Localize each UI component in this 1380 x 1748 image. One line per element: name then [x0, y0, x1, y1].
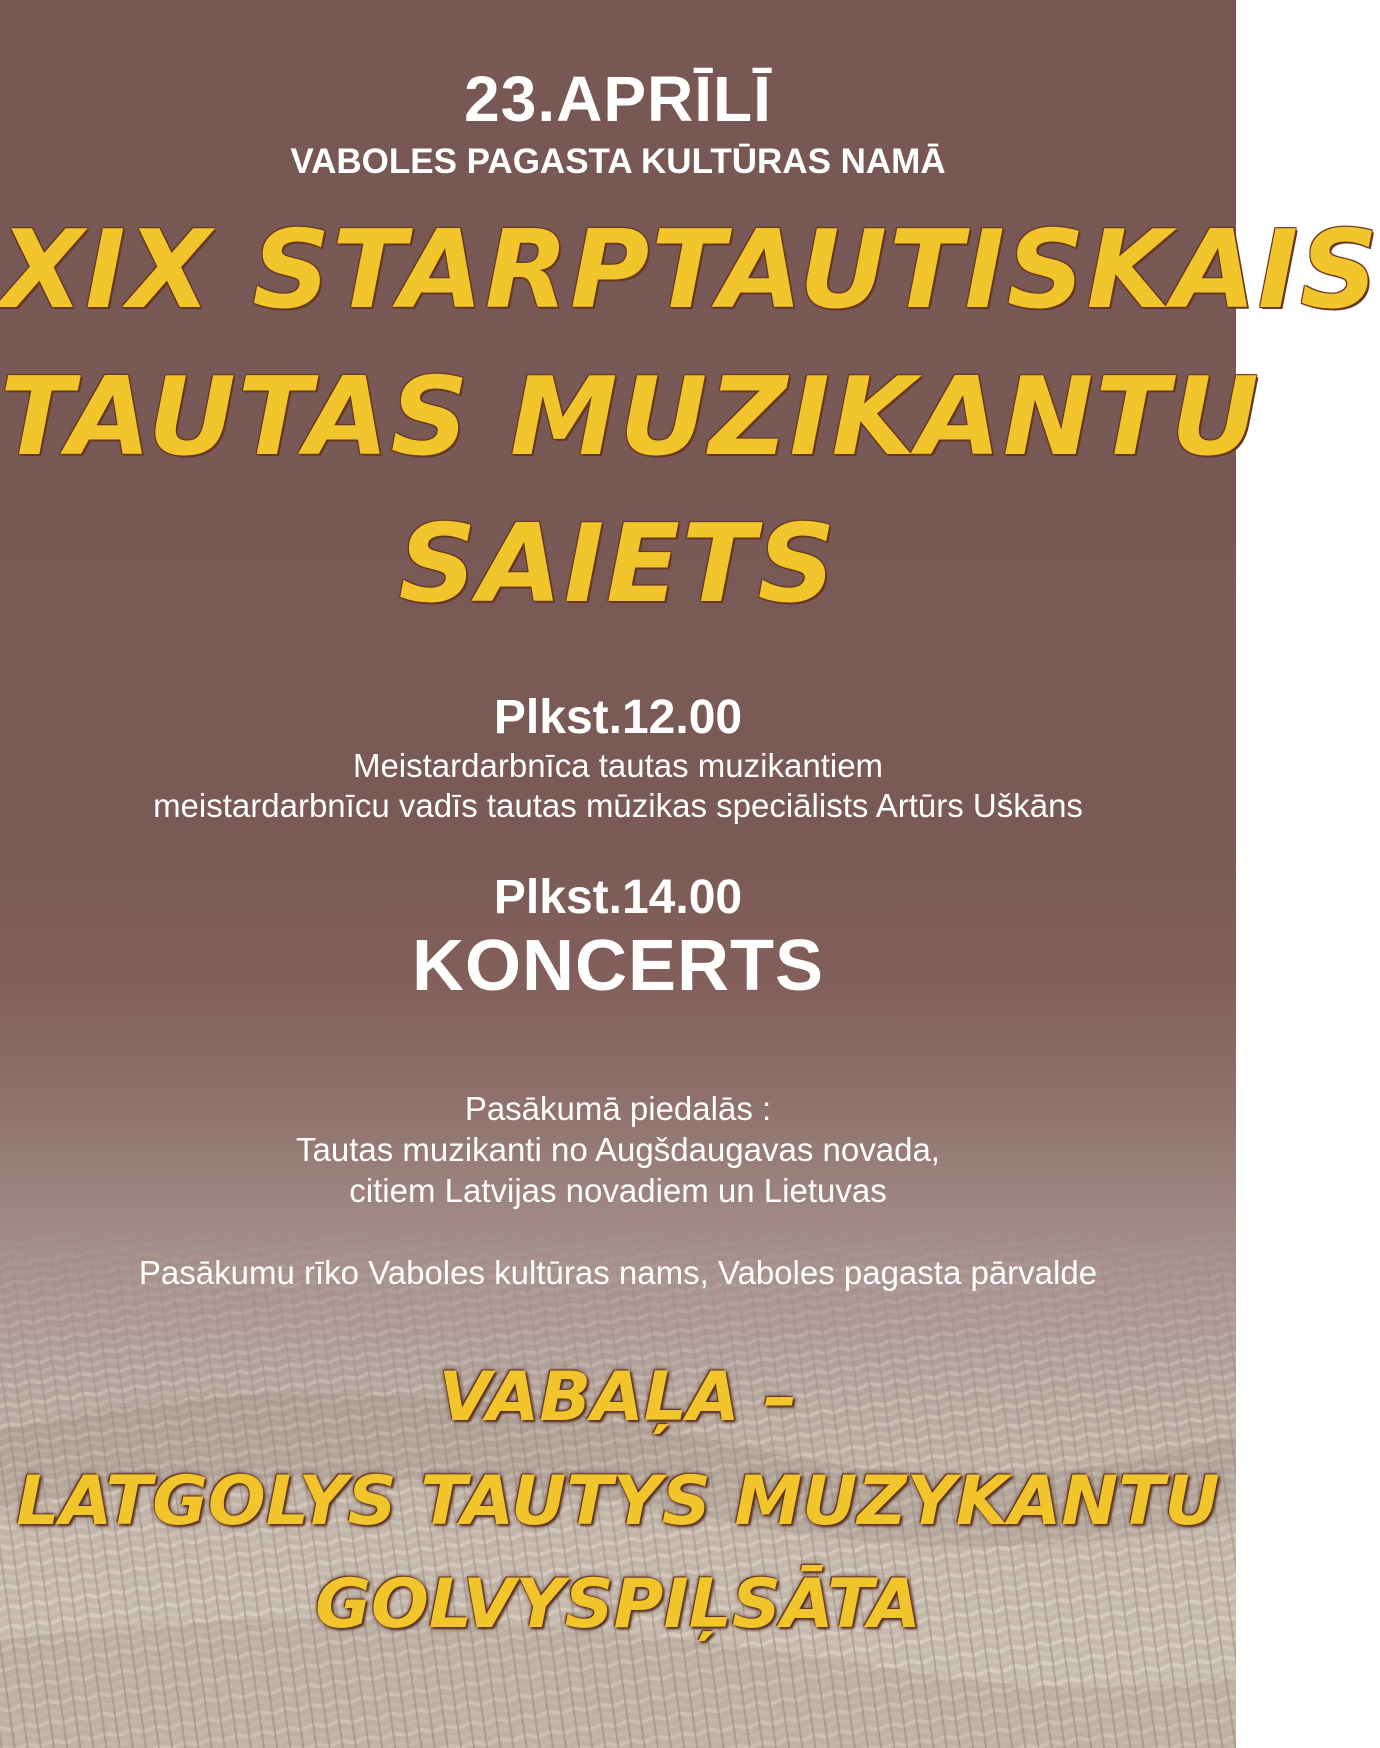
- participants-heading: Pasākumā piedalās :: [464, 1090, 772, 1127]
- slogan-line-2: LATGOLYS TAUTYS MUZYKANTU: [16, 1462, 1220, 1541]
- event-title-line-3: SAIETS: [398, 502, 838, 627]
- event-title-line-1: XIX STARPTAUTISKAIS: [0, 208, 1380, 333]
- participants-line-1: Tautas muzikanti no Augšdaugavas novada,: [296, 1131, 940, 1168]
- workshop-title: Meistardarbnīca tautas muzikantiem: [352, 747, 884, 784]
- concert-label: KONCERTS: [411, 926, 824, 1006]
- slogan-line-3: GOLVYSPIĻSĀTA: [315, 1565, 921, 1644]
- concert-time: Plkst.14.00: [493, 871, 743, 924]
- workshop-time: Plkst.12.00: [493, 691, 743, 744]
- organizer-text: Pasākumu rīko Vaboles kultūras nams, Vaboles pagasta pārvalde: [138, 1254, 1098, 1291]
- participants-line-2: citiem Latvijas novadiem un Lietuvas: [349, 1172, 887, 1209]
- event-date: 23.APRĪLĪ: [464, 63, 772, 135]
- slogan-line-1: VABAĻA –: [438, 1358, 798, 1437]
- workshop-leader: meistardarbnīcu vadīs tautas mūzikas speciālists Artūrs Uškāns: [153, 787, 1083, 824]
- event-title-line-2: TAUTAS MUZIKANTU: [0, 355, 1261, 480]
- event-venue: VABOLES PAGASTA KULTŪRAS NAMĀ: [290, 142, 946, 181]
